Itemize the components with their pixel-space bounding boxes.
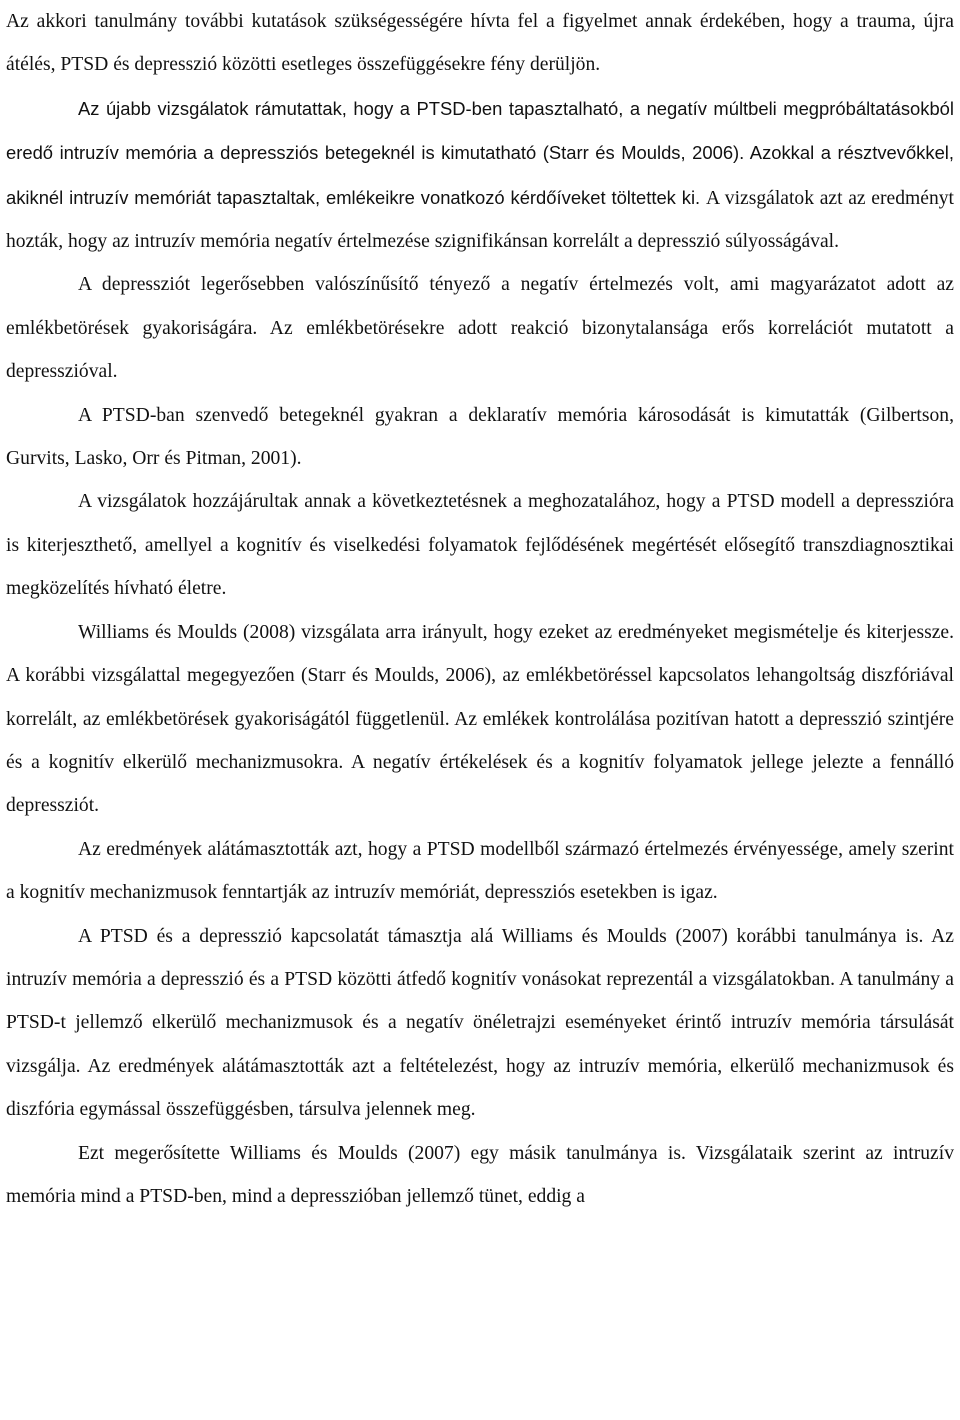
paragraph-1 (6, 0, 954, 87)
paragraph-2-text: Az újabb vizsgálatok rámutattak, hogy a PTSD-ben tapasztalható, a negatív múltbeli megpróbáltatásokból eredő intruzív memória a depressziós betegeknél is kimutatható (Starr és Moulds, 2006). Azokkal a résztvevőkkel, akiknél intruzív memóriát tapasztaltak, emlékeikre vonatkozó kérdőíveket töltettek ki. (6, 97, 954, 208)
paragraph-4 (6, 394, 954, 481)
paragraph-9-text: Ezt megerősítette Williams és Moulds (2007) egy másik tanulmánya is. Vizsgálataik szerint az intruzív memória mind a PTSD-ben, mind a depresszióban jellemző tünet, eddig a (6, 1142, 954, 1207)
paragraph-6 (6, 611, 954, 828)
paragraph-1-text: Az akkori tanulmány további kutatások szükségességére hívta fel a figyelmet annak érdekében, hogy a trauma, újra átélés, PTSD és depresszió közötti esetleges összefüggésekre fény derüljön. (6, 11, 954, 76)
paragraph-9 (6, 1132, 954, 1219)
paragraph-6-text: Williams és Moulds (2008) vizsgálata arra irányult, hogy ezeket az eredményeket megismételje és kiterjessze. A korábbi vizsgálattal megegyezően (Starr és Moulds, 2006), az emlékbetöréssel kapcsolatos lehangoltság diszfóriával korrelált, az emlékbetörések gyakoriságától függetlenül. Az emlékek kontrolálása pozitívan hatott a depresszió szintjére és a kognitív elkerülő mechanizmusokra. A negatív értékelések és a kognitív folyamatok jellege jelezte a fennálló depressziót. (6, 621, 954, 817)
paragraph-8 (6, 915, 954, 1132)
paragraph-2-text-continued: A vizsgálatok azt az eredményt hozták, hogy az intruzív memória negatív értelmezése szignifikánsan korrelált a depresszió súlyosságával. (6, 187, 954, 253)
paragraph-7-text: Az eredmények alátámasztották azt, hogy a PTSD modellből származó értelmezés érvényessége, amely szerint a kognitív mechanizmusok fenntartják az intruzív memóriát, depressziós esetekben is igaz. (6, 838, 954, 904)
paragraph-3 (6, 263, 954, 393)
paragraph-5 (6, 480, 954, 610)
paragraph-2 (6, 87, 954, 264)
paragraph-3-text: A depressziót legerősebben valószínűsítő tényező a negatív értelmezés volt, ami magyarázatot adott az emlékbetörések gyakoriságára. Az emlékbetörésekre adott reakció bizonytalansága erős korrelációt mutatott a depresszióval. (6, 274, 954, 383)
paragraph-5-text: A vizsgálatok hozzájárultak annak a következtetésnek a meghozatalához, hogy a PTSD modell a depresszióra is kiterjeszthető, amellyel a kognitív és viselkedési folyamatok fejlődésének megértését elősegítő transzdiagnosztikai megközelítés hívható életre. (6, 491, 954, 600)
paragraph-8-text: A PTSD és a depresszió kapcsolatát támasztja alá Williams és Moulds (2007) korábbi tanulmánya is. Az intruzív memória a depresszió és a PTSD közötti átfedő kognitív vonásokat reprezentál a vizsgálatokban. A tanulmány a PTSD-t jellemző elkerülő mechanizmusok és a negatív önéletrajzi eseményeket érintő intruzív memória társulását vizsgálja. Az eredmények alátámasztották azt a feltételezést, hogy az intruzív memória, elkerülő mechanizmusok és diszfória egymással összefüggésben, társulva jelennek meg. (6, 925, 954, 1121)
paragraph-7 (6, 828, 954, 915)
paragraph-4-text: A PTSD-ban szenvedő betegeknél gyakran a deklaratív memória károsodását is kimutatták (Gilbertson, Gurvits, Lasko, Orr és Pitman, 2001). (6, 404, 954, 470)
document-page (6, 0, 954, 1218)
